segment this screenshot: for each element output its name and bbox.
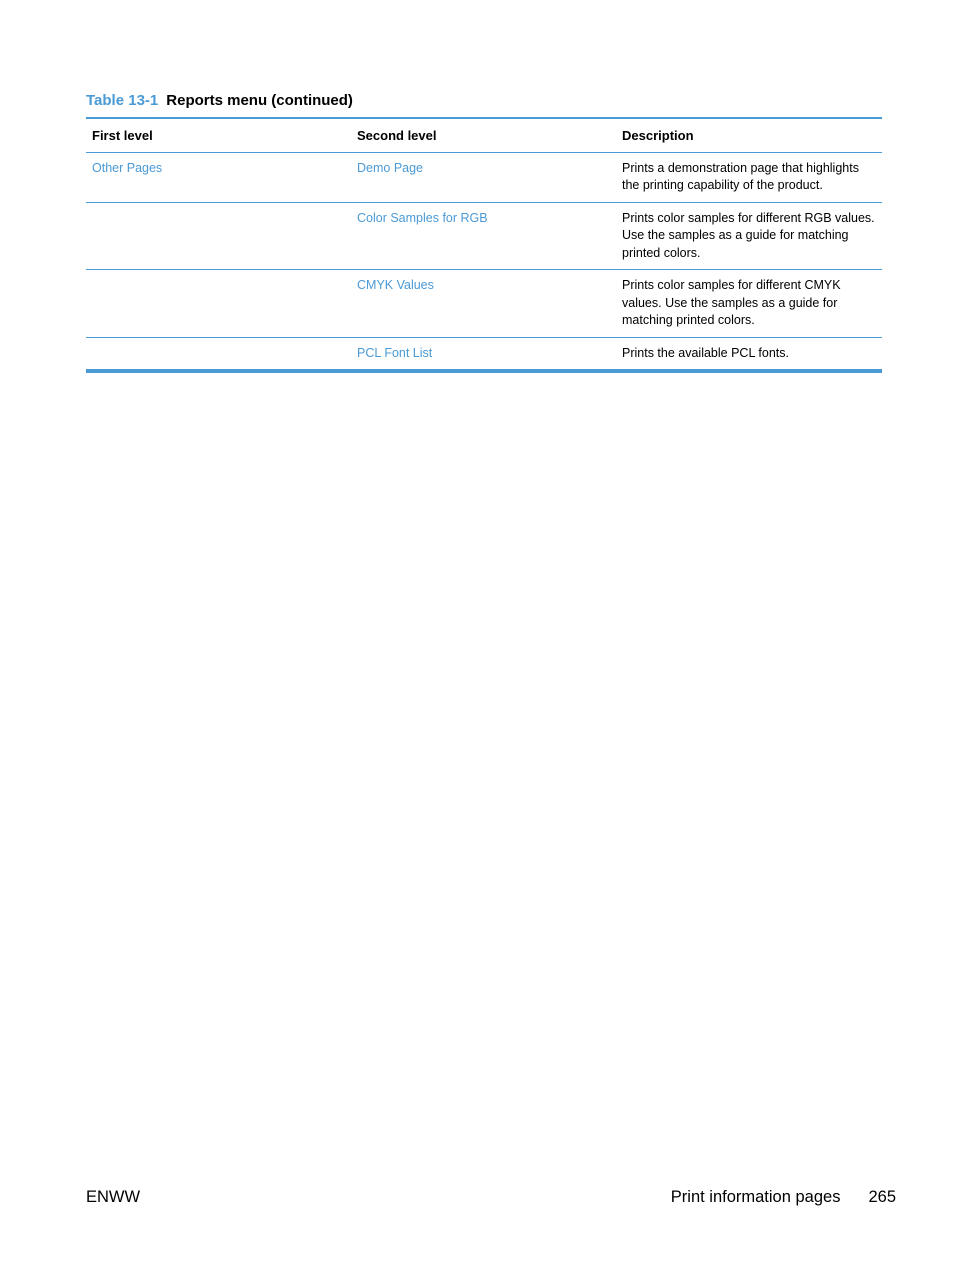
description-cell: Prints a demonstration page that highlights the printing capability of the product. [622,160,859,192]
first-level-cell [86,203,351,270]
table-row [86,153,882,202]
table-row [86,269,882,337]
reports-menu-table [86,117,882,373]
page-number: 265 [868,1188,896,1206]
table-caption [86,92,353,109]
footer-section-title: Print information pages [670,1188,841,1206]
footer-left-label: ENWW [86,1188,141,1206]
first-level-cell [86,153,351,202]
table-header-row [86,119,882,153]
column-header-first-level: First level [92,128,153,143]
table-title: Reports menu (continued) [166,92,353,109]
second-level-cell [351,153,616,202]
table-row [86,202,882,270]
description-cell: Prints color samples for different RGB values. Use the samples as a guide for matching printed colors. [622,210,875,260]
first-level-cell [86,338,351,370]
second-level-cell [351,338,616,370]
pcl-font-list-link[interactable]: PCL Font List [357,345,433,360]
footer-right [671,1188,896,1207]
column-header-description: Description [622,128,694,143]
demo-page-link[interactable]: Demo Page [357,160,424,175]
other-pages-link[interactable]: Other Pages [92,160,163,175]
column-header-second-level: Second level [357,128,437,143]
description-cell: Prints color samples for different CMYK values. Use the samples as a guide for matching printed colors. [622,278,841,327]
table-number: Table 13-1 [86,92,159,109]
first-level-cell [86,270,351,337]
second-level-cell [351,203,616,270]
second-level-cell [351,270,616,337]
table-row [86,337,882,370]
description-cell: Prints the available PCL fonts. [622,345,789,360]
color-samples-rgb-link[interactable]: Color Samples for RGB [357,210,488,225]
cmyk-values-link[interactable]: CMYK Values [357,278,434,292]
